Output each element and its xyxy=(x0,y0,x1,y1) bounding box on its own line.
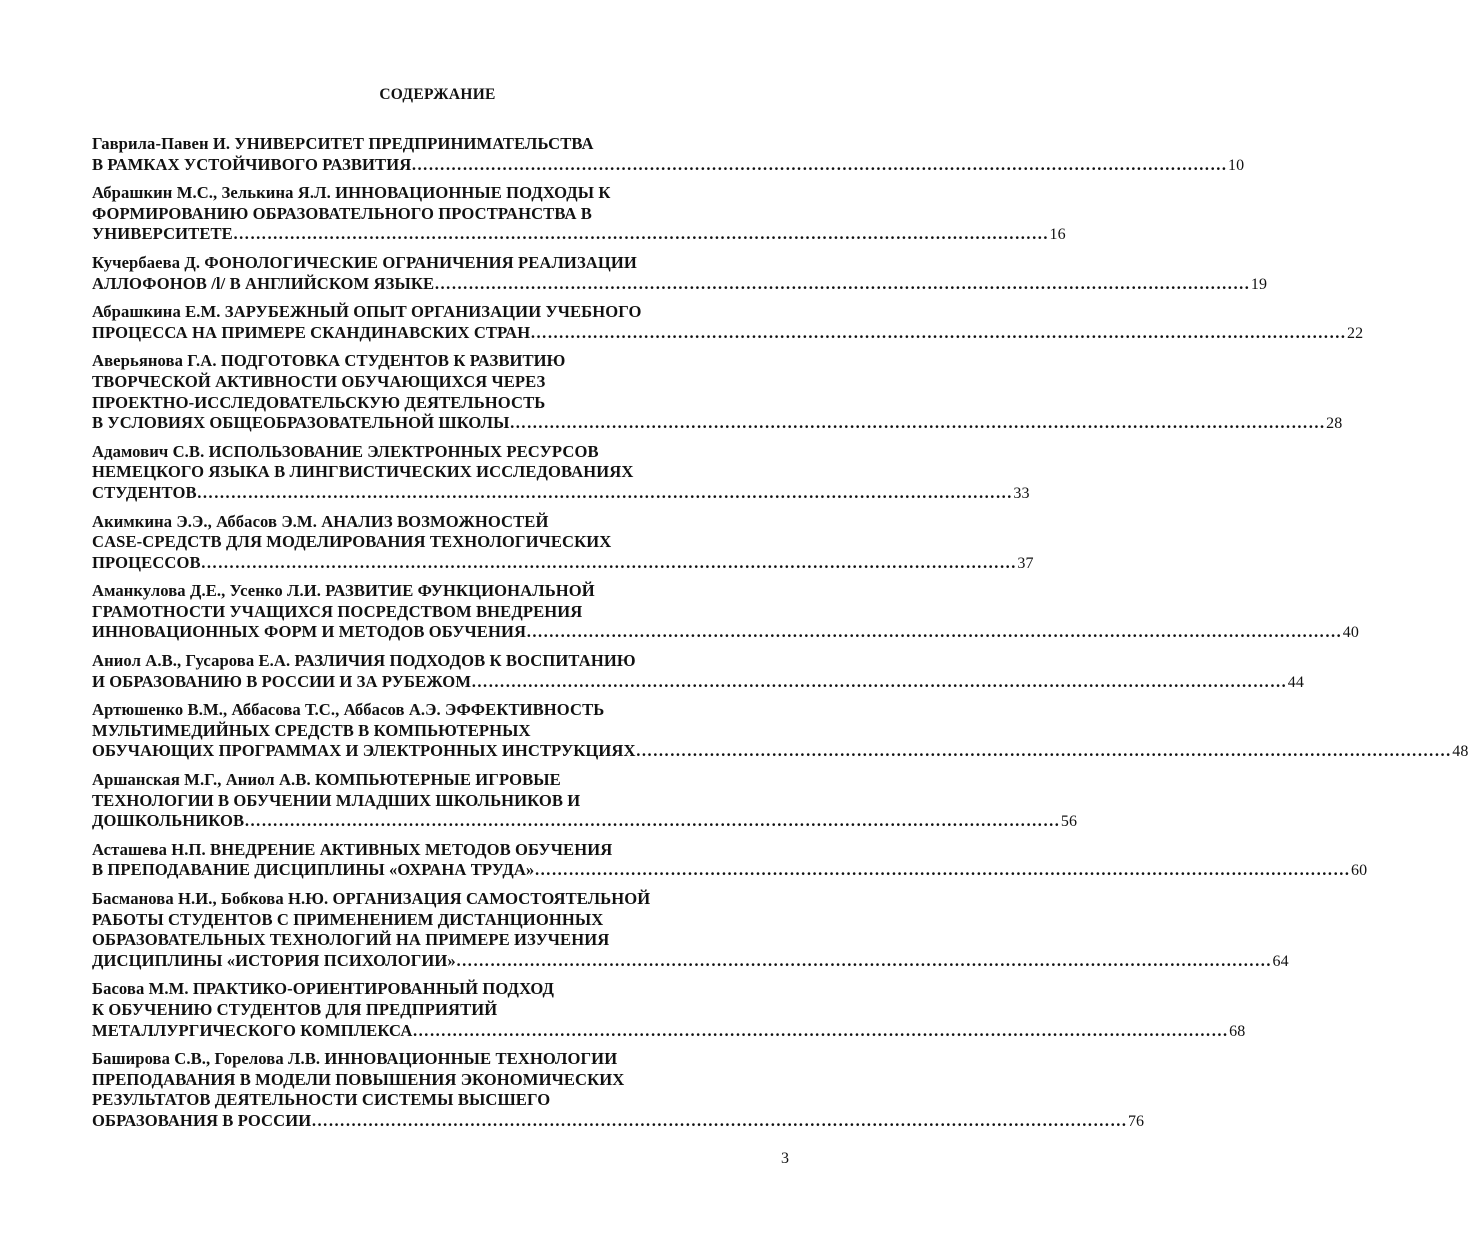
toc-entry-text: УНИВЕРСИТЕТЕ xyxy=(92,224,233,244)
toc-entry-text: МЕТАЛЛУРГИЧЕСКОГО КОМПЛЕКСА xyxy=(92,1020,413,1040)
toc-entry-line: Акимкина Э.Э., Аббасов Э.М. АНАЛИЗ ВОЗМОЖНОСТЕЙ xyxy=(92,511,549,531)
toc-entry[interactable] xyxy=(92,511,1034,575)
toc-entry-line: Басманова Н.И., Бобкова Н.Ю. ОРГАНИЗАЦИЯ САМОСТОЯТЕЛЬНОЙ xyxy=(92,889,651,908)
toc-entry-page: 64 xyxy=(1272,952,1289,970)
toc-entry-line xyxy=(92,413,1343,435)
toc-entry-line: ПРЕПОДАВАНИЯ В МОДЕЛИ ПОВЫШЕНИЯ ЭКОНОМИЧЕСКИХ xyxy=(92,1069,625,1089)
dot-leader: ……………………………………………………………………………………………………………………………… xyxy=(232,224,1049,244)
toc-entry-line: Асташева Н.П. ВНЕДРЕНИЕ АКТИВНЫХ МЕТОДОВ ОБУЧЕНИЯ xyxy=(92,839,613,859)
toc-entry-page: 48 xyxy=(1452,743,1469,761)
toc-entry-line: Артюшенко В.М., Аббасова Т.С., Аббасов А.Э. ЭФФЕКТИВНОСТЬ xyxy=(92,700,605,720)
dot-leader: ……………………………………………………………………………………………………………………………… xyxy=(455,950,1272,970)
toc-entry-text: ОБУЧАЮЩИХ ПРОГРАММАХ И ЭЛЕКТРОННЫХ ИНСТРУКЦИЯХ xyxy=(92,741,636,761)
toc-entry-page: 44 xyxy=(1287,673,1304,691)
dot-leader: ……………………………………………………………………………………………………………………………… xyxy=(196,482,1013,502)
toc-entry[interactable] xyxy=(92,1049,1145,1132)
toc-entry-text: В УСЛОВИЯХ ОБЩЕОБРАЗОВАТЕЛЬНОЙ ШКОЛЫ xyxy=(92,413,510,433)
toc-entry-line: Гаврила-Павен И. УНИВЕРСИТЕТ ПРЕДПРИНИМАТЕЛЬСТВА xyxy=(92,134,594,153)
toc-entry-line: Абрашкина Е.М. ЗАРУБЕЖНЫЙ ОПЫТ ОРГАНИЗАЦИИ УЧЕБНОГО xyxy=(92,302,642,322)
toc-entry[interactable] xyxy=(92,183,1066,246)
toc-entry-page: 40 xyxy=(1342,624,1359,642)
dot-leader: ……………………………………………………………………………………………………………………………… xyxy=(509,413,1326,433)
toc-entry-line: ПРОЕКТНО-ИССЛЕДОВАТЕЛЬСКУЮ ДЕЯТЕЛЬНОСТЬ xyxy=(92,392,546,412)
toc-entry-line: МУЛЬТИМЕДИЙНЫХ СРЕДСТВ В КОМПЬЮТЕРНЫХ xyxy=(92,720,531,740)
toc-entry-page: 37 xyxy=(1017,554,1034,572)
toc-entry[interactable] xyxy=(92,700,1469,763)
dot-leader: ……………………………………………………………………………………………………………………………… xyxy=(412,1020,1229,1040)
toc-entry-text: СТУДЕНТОВ xyxy=(92,482,197,502)
toc-entry-page: 76 xyxy=(1127,1112,1145,1130)
table-of-contents xyxy=(92,134,1469,1140)
toc-entry[interactable] xyxy=(92,302,1364,344)
toc-entry[interactable] xyxy=(92,252,1268,295)
toc-entry-line xyxy=(92,224,1066,246)
dot-leader: ……………………………………………………………………………………………………………………………… xyxy=(635,741,1452,761)
dot-leader: ……………………………………………………………………………………………………………………………… xyxy=(471,671,1287,691)
toc-entry-line: К ОБУЧЕНИЮ СТУДЕНТОВ ДЛЯ ПРЕДПРИЯТИЙ xyxy=(92,999,498,1019)
toc-entry-line: РЕЗУЛЬТАТОВ ДЕЯТЕЛЬНОСТИ СИСТЕМЫ ВЫСШЕГО xyxy=(92,1090,551,1110)
toc-entry-line xyxy=(92,860,1368,882)
toc-entry-line: Баширова С.В., Горелова Л.В. ИННОВАЦИОННЫЕ ТЕХНОЛОГИИ xyxy=(92,1049,618,1069)
toc-entry-page: 28 xyxy=(1326,415,1343,433)
dot-leader: ……………………………………………………………………………………………………………………………… xyxy=(434,273,1250,293)
toc-entry-text: ПРОЦЕССОВ xyxy=(92,552,201,572)
toc-entry-line: Аниол А.В., Гусарова Е.А. РАЗЛИЧИЯ ПОДХОДОВ К ВОСПИТАНИЮ xyxy=(92,651,636,671)
toc-entry[interactable] xyxy=(92,889,1289,972)
dot-leader: ……………………………………………………………………………………………………………………………… xyxy=(311,1110,1127,1130)
toc-entry-page: 56 xyxy=(1060,813,1078,831)
toc-entry-line xyxy=(92,322,1364,345)
toc-entry-line: Аверьянова Г.А. ПОДГОТОВКА СТУДЕНТОВ К РАЗВИТИЮ xyxy=(92,351,566,371)
toc-entry-line: Кучербаева Д. ФОНОЛОГИЧЕСКИЕ ОГРАНИЧЕНИЯ РЕАЛИЗАЦИИ xyxy=(92,252,637,272)
toc-entry-text: ИННОВАЦИОННЫХ ФОРМ И МЕТОДОВ ОБУЧЕНИЯ xyxy=(92,622,527,642)
toc-entry[interactable] xyxy=(92,651,1304,693)
page-number: 3 xyxy=(781,1150,789,1167)
toc-entry-line xyxy=(92,1020,1246,1043)
toc-entry-line xyxy=(92,741,1469,763)
toc-entry[interactable] xyxy=(92,134,1245,176)
toc-entry-line xyxy=(92,552,1034,575)
toc-entry-line xyxy=(92,811,1078,833)
toc-entry-line: ТЕХНОЛОГИИ В ОБУЧЕНИИ МЛАДШИХ ШКОЛЬНИКОВ И xyxy=(92,790,581,810)
toc-entry-line: ГРАМОТНОСТИ УЧАЩИХСЯ ПОСРЕДСТВОМ ВНЕДРЕНИЯ xyxy=(92,601,583,621)
toc-entry-text: ДОШКОЛЬНИКОВ xyxy=(92,811,245,831)
toc-entry-line xyxy=(92,482,1030,505)
toc-entry-page: 33 xyxy=(1013,484,1030,502)
toc-entry-text: АЛЛОФОНОВ /l/ В АНГЛИЙСКОМ ЯЗЫКЕ xyxy=(92,273,435,293)
toc-entry[interactable] xyxy=(92,441,1030,505)
toc-entry-line xyxy=(92,671,1304,694)
toc-entry-line: Аршанская М.Г., Аниол А.В. КОМПЬЮТЕРНЫЕ ИГРОВЫЕ xyxy=(92,770,561,790)
toc-entry[interactable] xyxy=(92,979,1246,1042)
toc-entry-line: Басова М.М. ПРАКТИКО-ОРИЕНТИРОВАННЫЙ ПОДХОД xyxy=(92,979,555,999)
dot-leader: ……………………………………………………………………………………………………………………………… xyxy=(530,322,1346,342)
toc-entry-line xyxy=(92,273,1268,296)
toc-entry-page: 10 xyxy=(1227,156,1245,174)
toc-entry-line: НЕМЕЦКОГО ЯЗЫКА В ЛИНГВИСТИЧЕСКИХ ИССЛЕДОВАНИЯХ xyxy=(92,462,634,482)
toc-entry-line xyxy=(92,154,1245,177)
toc-entry-text: ПРОЦЕССА НА ПРИМЕРЕ СКАНДИНАВСКИХ СТРАН xyxy=(92,322,531,342)
toc-entry-line: Абрашкин М.С., Зелькина Я.Л. ИННОВАЦИОННЫЕ ПОДХОДЫ К xyxy=(92,183,611,203)
toc-entry-line: РАБОТЫ СТУДЕНТОВ С ПРИМЕНЕНИЕМ ДИСТАНЦИОННЫХ xyxy=(92,909,604,929)
dot-leader: ……………………………………………………………………………………………………………………………… xyxy=(200,552,1017,572)
dot-leader: ……………………………………………………………………………………………………………………………… xyxy=(534,860,1351,880)
toc-entry-text: В РАМКАХ УСТОЙЧИВОГО РАЗВИТИЯ xyxy=(92,154,412,174)
toc-entry-line xyxy=(92,1110,1145,1133)
toc-entry-line: CASE-СРЕДСТВ ДЛЯ МОДЕЛИРОВАНИЯ ТЕХНОЛОГИЧЕСКИХ xyxy=(92,532,612,552)
page-title: СОДЕРЖАНИЕ xyxy=(379,86,496,103)
toc-entry-page: 60 xyxy=(1351,862,1368,880)
toc-entry-text: ОБРАЗОВАНИЯ В РОССИИ xyxy=(92,1110,312,1130)
dot-leader: ……………………………………………………………………………………………………………………………… xyxy=(244,811,1060,831)
dot-leader: ……………………………………………………………………………………………………………………………… xyxy=(526,622,1342,642)
toc-entry-line: Аманкулова Д.Е., Усенко Л.И. РАЗВИТИЕ ФУНКЦИОНАЛЬНОЙ xyxy=(92,581,595,601)
toc-entry-line: ТВОРЧЕСКОЙ АКТИВНОСТИ ОБУЧАЮЩИХСЯ ЧЕРЕЗ xyxy=(92,371,546,391)
toc-entry-line: ОБРАЗОВАТЕЛЬНЫХ ТЕХНОЛОГИЙ НА ПРИМЕРЕ ИЗУЧЕНИЯ xyxy=(92,930,610,950)
toc-entry-page: 16 xyxy=(1049,226,1066,244)
toc-entry-text: ДИСЦИПЛИНЫ «ИСТОРИЯ ПСИХОЛОГИИ» xyxy=(92,950,456,970)
toc-entry[interactable] xyxy=(92,770,1078,833)
toc-entry-page: 22 xyxy=(1346,324,1364,342)
toc-entry-text: И ОБРАЗОВАНИЮ В РОССИИ И ЗА РУБЕЖОМ xyxy=(92,671,472,691)
toc-entry-line: Адамович С.В. ИСПОЛЬЗОВАНИЕ ЭЛЕКТРОННЫХ РЕСУРСОВ xyxy=(92,441,599,461)
toc-entry-page: 68 xyxy=(1229,1022,1246,1040)
toc-entry[interactable] xyxy=(92,581,1359,644)
dot-leader: ……………………………………………………………………………………………………………………………… xyxy=(411,154,1227,174)
toc-entry-line xyxy=(92,622,1359,644)
toc-entry[interactable] xyxy=(92,839,1368,882)
toc-entry-text: В ПРЕПОДАВАНИЕ ДИСЦИПЛИНЫ «ОХРАНА ТРУДА» xyxy=(92,860,535,880)
toc-entry-line xyxy=(92,950,1289,973)
toc-entry-page: 19 xyxy=(1250,275,1268,293)
toc-entry[interactable] xyxy=(92,351,1343,434)
toc-entry-line: ФОРМИРОВАНИЮ ОБРАЗОВАТЕЛЬНОГО ПРОСТРАНСТВА В xyxy=(92,203,592,223)
